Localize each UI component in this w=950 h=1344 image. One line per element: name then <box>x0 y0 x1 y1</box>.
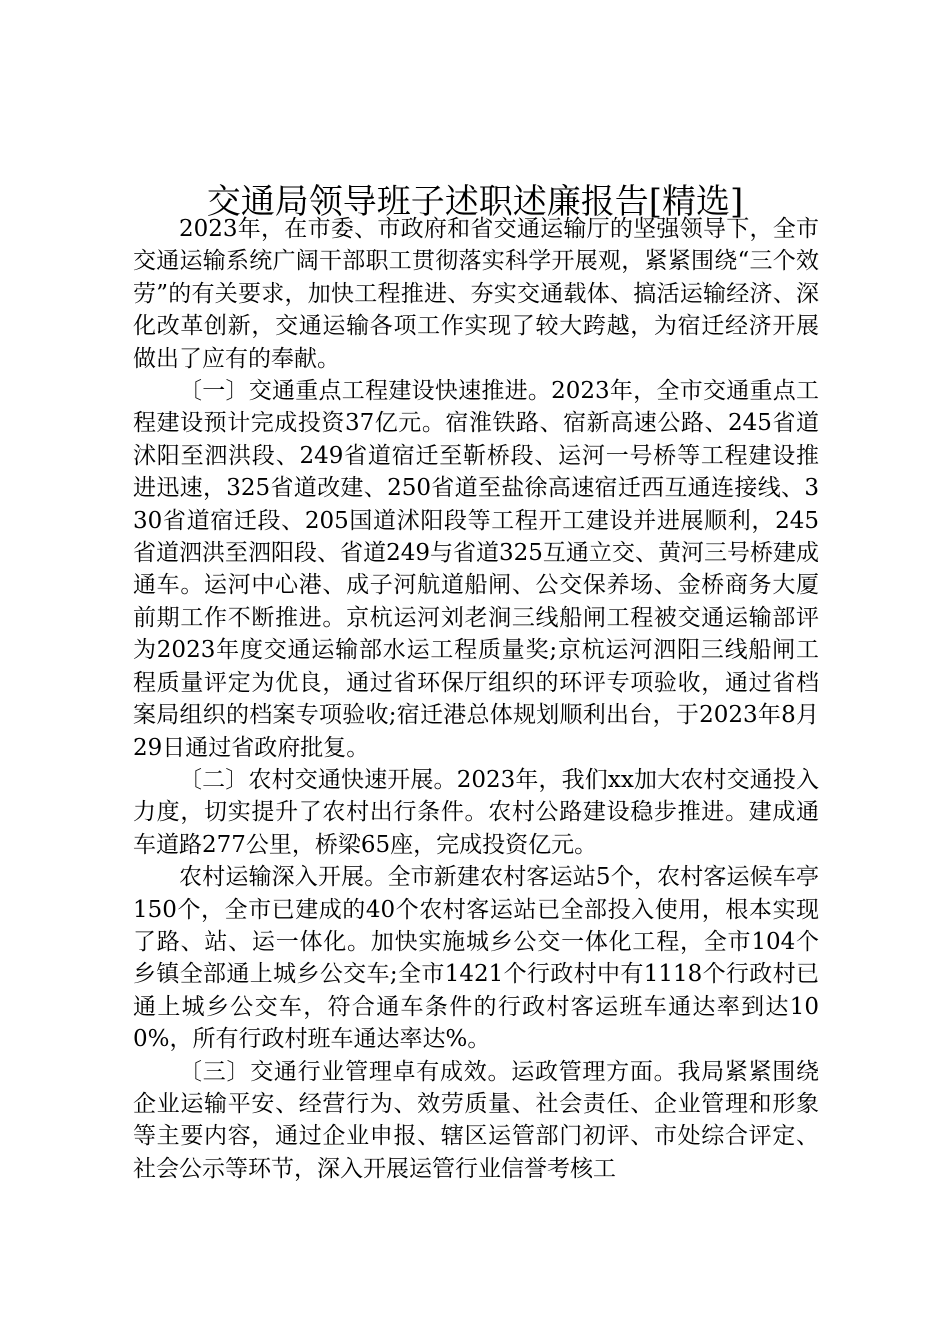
paragraph-section-2: 〔二〕农村交通快速开展。2023年，我们xx加大农村交通投入力度，切实提升了农村出行条件。农村公路建设稳步推进。建成通车道路277公里，桥梁65座，完成投资亿元。 <box>133 766 819 858</box>
document-body <box>133 213 819 1185</box>
paragraph-section-3: 〔三〕交通行业管理卓有成效。运政管理方面。我局紧紧围绕企业运输平安、经营行为、效劳质量、社会责任、企业管理和形象等主要内容，通过企业申报、辖区运管部门初评、市处综合评定、社会公示等环节，深入开展运管行业信誉考核工 <box>133 1058 819 1182</box>
paragraph-section-1: 〔一〕交通重点工程建设快速推进。2023年，全市交通重点工程建设预计完成投资37亿元。宿淮铁路、宿新高速公路、245省道沭阳至泗洪段、249省道宿迁至靳桥段、运河一号桥等工程建设推进迅速，325省道改建、250省道至盐徐高速宿迁西互通连接线、330省道宿迁段、205国道沭阳段等工程开工建设并进展顺利，245省道泗洪至泗阳段、省道249与省道325互通立交、黄河三号桥建成通车。运河中心港、成子河航道船闸、公交保养场、金桥商务大厦前期工作不断推进。京杭运河刘老涧三线船闸工程被交通运输部评为2023年度交通运输部水运工程质量奖;京杭运河泗阳三线船闸工程质量评定为优良，通过省环保厅组织的环评专项验收，通过省档案局组织的档案专项验收;宿迁港总体规划顺利出台，于2023年8月29日通过省政府批复。 <box>133 378 819 761</box>
document-title: 交通局领导班子述职述廉报告[精选] <box>206 182 744 222</box>
paragraph-intro: 2023年，在市委、市政府和省交通运输厅的坚强领导下，全市交通运输系统广阔干部职工贯彻落实科学开展观，紧紧围绕“三个效劳”的有关要求，加快工程推进、夯实交通载体、搞活运输经济、深化改革创新，交通运输各项工作实现了较大跨越，为宿迁经济开展做出了应有的奉献。 <box>133 216 819 372</box>
paragraph-rural-transport: 农村运输深入开展。全市新建农村客运站5个，农村客运候车亭150个，全市已建成的40个农村客运站已全部投入使用，根本实现了路、站、运一体化。加快实施城乡公交一体化工程，全市104个乡镇全部通上城乡公交车;全市1421个行政村中有1118个行政村已通上城乡公交车，符合通车条件的行政村客运班车通达率到达100%，所有行政村班车通达率达%。 <box>133 864 819 1053</box>
